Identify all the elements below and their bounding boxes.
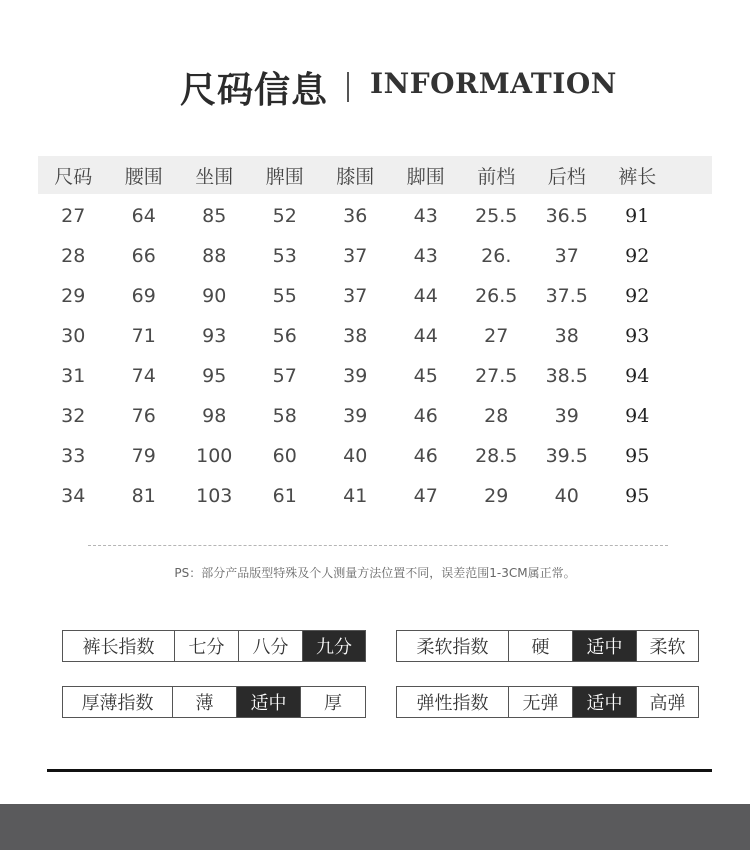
table-cell: 39: [554, 405, 579, 427]
table-cell: 52: [272, 205, 297, 227]
table-row: [38, 396, 712, 436]
table-cell: 64: [131, 205, 156, 227]
title-chinese: 尺码信息: [180, 70, 329, 111]
table-cell: 28: [61, 245, 86, 267]
elasticity-option-none: 无弹: [509, 687, 573, 717]
table-cell: 28: [484, 405, 509, 427]
elasticity-index: [396, 686, 699, 718]
table-cell: 46: [413, 445, 438, 467]
column-header: 脚围: [406, 165, 445, 188]
table-cell: 45: [413, 365, 438, 387]
size-table: [38, 156, 712, 516]
table-cell: 56: [272, 325, 297, 347]
table-cell: 32: [61, 405, 86, 427]
table-row: [38, 316, 712, 356]
table-cell: 55: [272, 285, 297, 307]
table-cell: 36: [343, 205, 368, 227]
table-cell: 81: [131, 485, 156, 507]
table-cell: 37: [343, 285, 368, 307]
table-cell: 44: [413, 285, 438, 307]
table-cell: 98: [202, 405, 227, 427]
title-separator: [347, 72, 349, 102]
table-cell: 88: [202, 245, 227, 267]
column-header: 膝围: [336, 165, 375, 188]
table-cell: 85: [202, 205, 227, 227]
thickness-option-medium: 适中: [237, 687, 301, 717]
table-row: [38, 236, 712, 276]
softness-option-hard: 硬: [509, 631, 573, 661]
table-cell: 103: [196, 485, 233, 507]
length-option-jiufen: 九分: [303, 631, 365, 661]
table-cell: 100: [196, 445, 233, 467]
softness-index-label: 柔软指数: [397, 631, 509, 661]
column-header: 前档: [477, 165, 516, 188]
length-index-label: 裤长指数: [63, 631, 175, 661]
table-cell: 94: [625, 405, 650, 427]
table-row: [38, 436, 712, 476]
table-cell: 39.5: [545, 445, 588, 467]
table-cell: 37: [343, 245, 368, 267]
table-cell: 31: [61, 365, 86, 387]
elasticity-option-high: 高弹: [649, 693, 686, 714]
column-header: 尺码: [54, 165, 93, 188]
table-cell: 69: [131, 285, 156, 307]
table-cell: 29: [484, 485, 509, 507]
table-cell: 27.5: [475, 365, 518, 387]
table-cell: 43: [413, 245, 438, 267]
table-cell: 41: [343, 485, 368, 507]
table-cell: 26.5: [475, 285, 518, 307]
table-cell: 44: [413, 325, 438, 347]
table-cell: 53: [272, 245, 297, 267]
table-cell: 57: [272, 365, 297, 387]
table-cell: 91: [625, 205, 650, 227]
table-cell: 58: [272, 405, 297, 427]
table-row: [38, 196, 712, 236]
table-cell: 38: [343, 325, 368, 347]
table-cell: 76: [131, 405, 156, 427]
table-cell: 38: [554, 325, 579, 347]
table-row: [38, 276, 712, 316]
table-cell: 47: [413, 485, 438, 507]
softness-option-soft: 柔软: [649, 637, 686, 658]
table-row: [38, 356, 712, 396]
table-cell: 27: [484, 325, 509, 347]
table-cell: 95: [202, 365, 227, 387]
title-english: INFORMATION: [370, 67, 617, 100]
table-cell: 39: [343, 365, 368, 387]
bottom-divider: [47, 769, 712, 772]
column-header: 腰围: [124, 165, 163, 188]
page-header: [0, 58, 750, 118]
thickness-option-thick: 厚: [324, 693, 342, 714]
column-header: 裤长: [618, 165, 657, 188]
table-cell: 46: [413, 405, 438, 427]
table-cell: 92: [625, 245, 650, 267]
dashed-divider: [88, 545, 668, 546]
length-index: [62, 630, 366, 662]
thickness-index-label: 厚薄指数: [63, 687, 173, 717]
table-body: [38, 194, 712, 516]
table-cell: 66: [131, 245, 156, 267]
table-cell: 38.5: [545, 365, 588, 387]
footer-bar: [0, 804, 750, 850]
table-cell: 95: [625, 485, 650, 507]
softness-index: [396, 630, 699, 662]
table-cell: 61: [272, 485, 297, 507]
column-header: 后档: [547, 165, 586, 188]
table-cell: 79: [131, 445, 156, 467]
elasticity-option-medium: 适中: [573, 687, 637, 717]
measurement-note: PS：部分产品版型特殊及个人测量方法位置不同，误差范围1-3CM属正常。: [174, 566, 576, 580]
table-cell: 25.5: [475, 205, 518, 227]
table-cell: 29: [61, 285, 86, 307]
column-header: 坐围: [195, 165, 234, 188]
table-cell: 33: [61, 445, 86, 467]
thickness-option-thin: 薄: [173, 687, 237, 717]
table-cell: 60: [272, 445, 297, 467]
table-cell: 28.5: [475, 445, 518, 467]
table-cell: 90: [202, 285, 227, 307]
elasticity-index-label: 弹性指数: [397, 687, 509, 717]
table-cell: 39: [343, 405, 368, 427]
table-cell: 40: [554, 485, 579, 507]
table-cell: 93: [625, 325, 650, 347]
table-cell: 37.5: [545, 285, 588, 307]
length-option-bafen: 八分: [239, 631, 303, 661]
table-cell: 95: [625, 445, 650, 467]
table-cell: 37: [554, 245, 579, 267]
table-cell: 43: [413, 205, 438, 227]
table-row: [38, 476, 712, 516]
table-header-row: [38, 156, 712, 194]
table-cell: 94: [625, 365, 650, 387]
table-cell: 40: [343, 445, 368, 467]
table-cell: 74: [131, 365, 156, 387]
softness-option-medium: 适中: [573, 631, 637, 661]
length-option-qifen: 七分: [175, 631, 239, 661]
table-cell: 92: [625, 285, 650, 307]
table-cell: 34: [61, 485, 86, 507]
table-cell: 26.: [481, 245, 512, 267]
column-header: 脾围: [265, 165, 304, 188]
table-cell: 27: [61, 205, 86, 227]
table-cell: 36.5: [545, 205, 588, 227]
table-cell: 30: [61, 325, 86, 347]
thickness-index: [62, 686, 366, 718]
table-cell: 71: [131, 325, 156, 347]
table-cell: 93: [202, 325, 227, 347]
